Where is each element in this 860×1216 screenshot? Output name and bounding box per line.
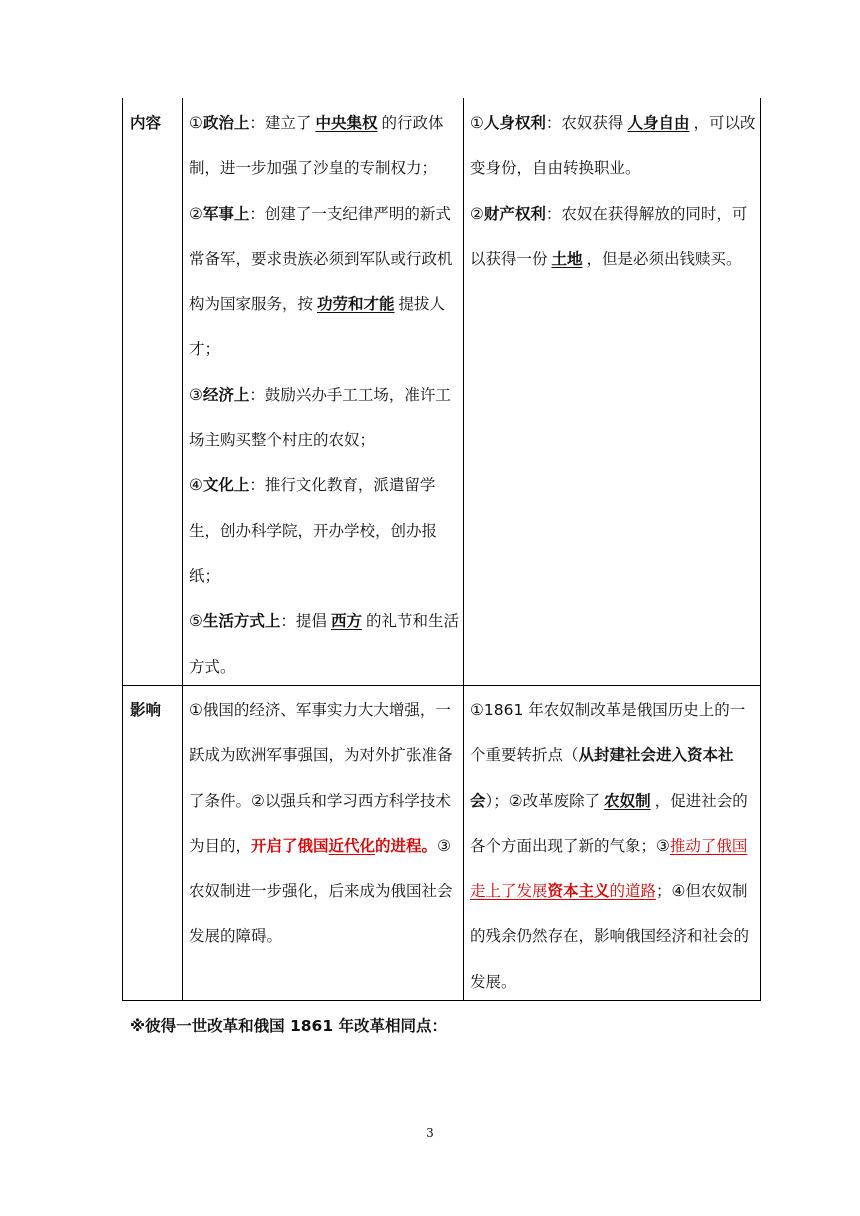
peter-reform-impact-cell — [189, 688, 459, 960]
peter-reform-content-cell — [189, 101, 459, 690]
comparison-table — [122, 98, 761, 1001]
row-label-impact: 影响 — [130, 701, 162, 719]
answer-blank: 农奴制 — [604, 791, 651, 810]
serf-reform-content-cell — [470, 101, 756, 282]
content-item-personal-rights: ①人身权利：农奴获得 人身自由 ，可以改变身份，自由转换职业。 — [470, 114, 756, 178]
content-item-economy: ③经济上：鼓励兴办手工工场，准许工场主购买整个村庄的农奴； — [189, 385, 451, 450]
content-item-lifestyle: ⑤生活方式上：提倡 西方 的礼节和生活方式。 — [189, 612, 459, 676]
table-border-right — [760, 98, 761, 1001]
impact-text: ①1861 年农奴制改革是俄国历史上的一个重要转折点（从封建社会进入资本社会）；②改革废除了 农奴制 ，促进社会的各个方面出现了新的气象；③推动了俄国走上了发展资本主义的道路；④但农奴制的残余仍然存在，影响俄国经济和社会的发展。 — [470, 701, 750, 991]
content-item-culture: ④文化上：推行文化教育，派遣留学生，创办科学院，开办学校，创办报纸； — [189, 476, 438, 585]
page-number: 3 — [426, 1126, 434, 1140]
content-item-property-rights: ②财产权利：农奴在获得解放的同时，可以获得一份 土地 ，但是必须出钱赎买。 — [470, 204, 748, 268]
impact-text: ①俄国的经济、军事实力大大增强，一跃成为欧洲军事强国，为对外扩张准备了条件。②以强兵和学习西方科学技术为目的，开启了俄国近代化的进程。③农奴制进一步强化，后来成为俄国社会发展的障碍。 — [189, 701, 453, 946]
answer-blank: 人身自由 — [627, 114, 690, 132]
answer-blank: 中央集权 — [315, 114, 378, 132]
table-divider-label — [182, 98, 183, 1001]
answer-blank: 土地 — [551, 249, 583, 268]
table-border-left — [122, 98, 123, 1001]
similarities-note: ※彼得一世改革和俄国 1861 年改革相同点： — [130, 1017, 448, 1035]
content-item-military: ②军事上：创建了一支纪律严明的新式常备军，要求贵族必须到军队或行政机构为国家服务，按 功劳和才能 提拔人才； — [189, 204, 453, 359]
row-label-content: 内容 — [130, 114, 162, 132]
answer-blank: 功劳和才能 — [317, 295, 395, 314]
serf-reform-impact-cell — [470, 688, 756, 1005]
table-divider-middle — [463, 98, 464, 1001]
content-item-politics: ①政治上：建立了 中央集权 的行政体制，进一步加强了沙皇的专制权力； — [189, 114, 444, 178]
answer-blank: 西方 — [330, 612, 362, 631]
